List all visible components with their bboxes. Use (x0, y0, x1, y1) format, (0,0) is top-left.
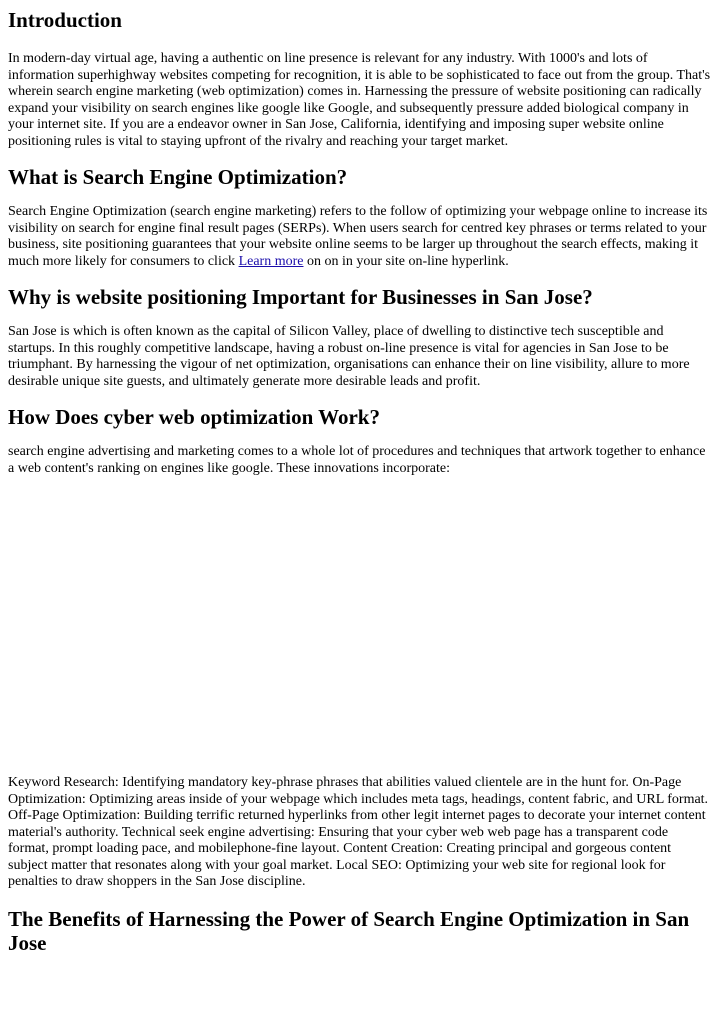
paragraph-introduction: In modern-day virtual age, having a authentic on line presence is relevant for any industry. With 1000's and lots of information superhighway websites competing for recognition, it is able to be sophisticated to face out from the group. That's wherein search engine marketing (web optimization) comes in. Harnessing the pressure of website positioning can radically expand your visibility on search engines like google like Google, and subsequently pressure added biological company in your internet site. If you are a endeavor owner in San Jose, California, identifying and imposing super website online positioning rules is vital to staying upfront of the rivalry and reaching your target market. (8, 51, 711, 149)
blank-space (8, 477, 712, 775)
heading-what-is-seo: What is Search Engine Optimization? (8, 165, 348, 189)
heading-introduction: Introduction (8, 8, 122, 32)
heading-why-important: Why is website positioning Important for Businesses in San Jose? (8, 285, 593, 309)
paragraph-how-works: search engine advertising and marketing comes to a whole lot of procedures and techniques that artwork together to enhance a web content's ranking on engines like google. These innovations incorporate: (8, 444, 706, 476)
learn-more-link[interactable]: Learn more (238, 253, 304, 269)
heading-benefits: The Benefits of Harnessing the Power of Search Engine Optimization in San Jose (8, 906, 690, 955)
heading-how-works: How Does cyber web optimization Work? (8, 405, 380, 429)
paragraph-techniques-list: Keyword Research: Identifying mandatory key-phrase phrases that abilities valued clientele are in the hunt for. On-Page Optimization: Optimizing areas inside of your webpage which includes meta tags, headings, content fabric, and URL format. Off-Page Optimization: Building terrific returned hyperlinks from other legit internet pages to decorate your internet content material's authority. Technical seek engine advertising: Ensuring that your cyber web web page has a transparent code format, prompt loading pace, and mobilephone-fine layout. Content Creation: Creating principal and gorgeous content subject matter that resonates along with your goal market. Local SEO: Optimizing your web site for regional look for penalties to draw shoppers in the San Jose discipline. (8, 775, 709, 889)
paragraph-text: Search Engine Optimization (search engine marketing) refers to the follow of optimizing your webpage online to increase its visibility on search for engine final result pages (SERPs). When users search for centred key phrases or terms related to your business, site positioning guarantees that your website online seems to be larger up throughout the search effects, making it much more likely for consumers to click (8, 204, 708, 269)
paragraph-why-important: San Jose is which is often known as the capital of Silicon Valley, place of dwelling to distinctive tech susceptible and startups. In this roughly competitive landscape, having a robust on-line presence is vital for agencies in San Jose to be triumphant. By harnessing the vigour of net optimization, organisations can enhance their on line visibility, allure to more desirable unique site guests, and ultimately generate more desirable leads and profit. (8, 324, 690, 389)
paragraph-text: on on in your site on-line hyperlink. (303, 253, 509, 269)
paragraph-what-is-seo (8, 204, 712, 270)
